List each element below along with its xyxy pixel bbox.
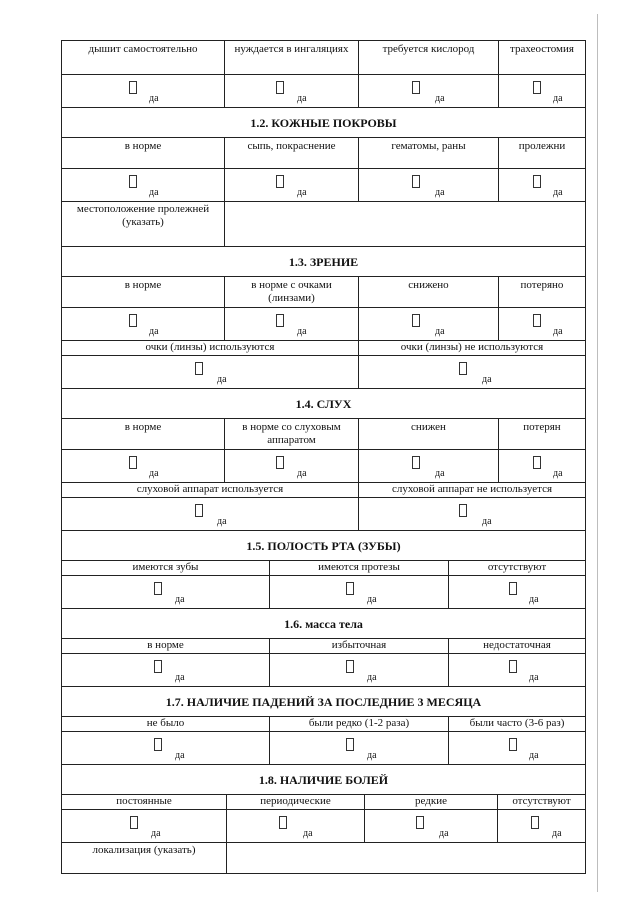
falls-header-none: не было — [62, 717, 270, 731]
vision-glasses-checkbox[interactable] — [276, 314, 284, 327]
skin-header-normal: в норме — [62, 138, 225, 168]
bedsore-location-label: местоположение пролежней (указать) — [62, 202, 225, 246]
pain-constant-checkbox[interactable] — [130, 816, 138, 829]
breathing-self-checkbox[interactable] — [129, 81, 137, 94]
skin-rash-checkbox[interactable] — [276, 175, 284, 188]
falls-rare-cell — [270, 732, 449, 764]
vision-reduced-cell — [359, 308, 499, 340]
mouth-teeth-checkbox[interactable] — [154, 582, 162, 595]
vision-reduced-checkbox[interactable] — [412, 314, 420, 327]
hearing-header-normal: в норме — [62, 419, 225, 449]
vision-normal-checkbox[interactable] — [129, 314, 137, 327]
checkbox-yes-label: да — [303, 828, 313, 839]
vision-glasses-used-checkbox[interactable] — [195, 362, 203, 375]
hearing-aid-cell — [225, 450, 359, 482]
checkbox-yes-label: да — [435, 468, 445, 479]
mouth-dentures-checkbox[interactable] — [346, 582, 354, 595]
hearing-reduced-checkbox[interactable] — [412, 456, 420, 469]
checkbox-yes-label: да — [149, 93, 159, 104]
checkbox-yes-label: да — [435, 326, 445, 337]
hearing-aid-used-header: слуховой аппарат используется — [62, 483, 359, 497]
checkbox-yes-label: да — [529, 750, 539, 761]
checkbox-yes-label: да — [149, 187, 159, 198]
vision-glasses-cell — [225, 308, 359, 340]
weight-excess-cell — [270, 654, 449, 686]
pain-periodic-checkbox[interactable] — [279, 816, 287, 829]
skin-header-rash: сыпь, покраснение — [225, 138, 359, 168]
checkbox-yes-label: да — [217, 516, 227, 527]
checkbox-yes-label: да — [435, 187, 445, 198]
vision-glasses-used-header: очки (линзы) используются — [62, 341, 359, 355]
vision-section-title: 1.3. ЗРЕНИЕ — [61, 247, 586, 277]
skin-section-title: 1.2. КОЖНЫЕ ПОКРОВЫ — [61, 108, 586, 138]
falls-rare-checkbox[interactable] — [346, 738, 354, 751]
vision-header-lost: потеряно — [520, 279, 564, 291]
pain-header-rare: редкие — [365, 795, 498, 809]
breathing-oxygen-checkbox[interactable] — [412, 81, 420, 94]
checkbox-yes-label: да — [553, 326, 563, 337]
breathing-header-self: дышит самостоятельно — [62, 41, 225, 74]
weight-header-normal: в норме — [62, 639, 270, 653]
checkbox-yes-label: да — [367, 672, 377, 683]
weight-section-title: 1.6. масса тела — [61, 609, 586, 639]
pain-location-label: локализация (указать) — [62, 843, 227, 873]
breathing-tracheostomy-cell — [499, 75, 585, 107]
checkbox-yes-label: да — [435, 93, 445, 104]
skin-header-wounds: гематомы, раны — [359, 138, 499, 168]
bedsore-location-field[interactable] — [225, 202, 585, 246]
checkbox-yes-label: да — [297, 187, 307, 198]
vision-header-glasses: в норме с очками (линзами) — [225, 277, 359, 307]
checkbox-yes-label: да — [149, 468, 159, 479]
skin-wounds-checkbox[interactable] — [412, 175, 420, 188]
checkbox-yes-label: да — [482, 516, 492, 527]
weight-header-excess: избыточная — [270, 639, 449, 653]
skin-normal-cell — [62, 169, 225, 201]
weight-section — [61, 639, 586, 687]
hearing-normal-checkbox[interactable] — [129, 456, 137, 469]
pain-header-periodic: периодические — [227, 795, 365, 809]
weight-insufficient-checkbox[interactable] — [509, 660, 517, 673]
checkbox-yes-label: да — [553, 468, 563, 479]
mouth-header-absent: отсутствуют — [487, 561, 547, 573]
falls-frequent-cell — [449, 732, 585, 764]
falls-header-frequent: были часто (3-6 раз) — [469, 717, 565, 729]
pain-section-title: 1.8. НАЛИЧИЕ БОЛЕЙ — [61, 765, 586, 795]
weight-excess-checkbox[interactable] — [346, 660, 354, 673]
falls-section-title: 1.7. НАЛИЧИЕ ПАДЕНИЙ ЗА ПОСЛЕДНИЕ 3 МЕСЯЦА — [61, 687, 586, 717]
breathing-header-inhalation: нуждается в ингаляциях — [225, 41, 359, 74]
breathing-self-cell — [62, 75, 225, 107]
breathing-tracheostomy-checkbox[interactable] — [533, 81, 541, 94]
hearing-section — [61, 419, 586, 531]
checkbox-yes-label: да — [297, 468, 307, 479]
skin-wounds-cell — [359, 169, 499, 201]
checkbox-yes-label: да — [552, 828, 562, 839]
mouth-section — [61, 561, 586, 609]
mouth-teeth-cell — [62, 576, 270, 608]
vision-header-reduced: снижено — [359, 277, 499, 307]
pain-header-absent: отсутствуют — [512, 795, 571, 807]
pain-header-constant: постоянные — [62, 795, 227, 809]
breathing-header-oxygen: требуется кислород — [359, 41, 499, 74]
vision-header-normal: в норме — [62, 277, 225, 307]
hearing-aid-not-used-cell — [359, 498, 585, 530]
pain-location-field[interactable] — [227, 843, 585, 873]
hearing-normal-cell — [62, 450, 225, 482]
breathing-inhalation-checkbox[interactable] — [276, 81, 284, 94]
falls-header-rare: были редко (1-2 раза) — [270, 717, 449, 731]
skin-section — [61, 138, 586, 247]
checkbox-yes-label: да — [175, 750, 185, 761]
skin-normal-checkbox[interactable] — [129, 175, 137, 188]
breathing-header-tracheostomy: трахеостомия — [510, 43, 574, 55]
pain-absent-cell — [498, 810, 585, 842]
mouth-dentures-cell — [270, 576, 449, 608]
weight-normal-cell — [62, 654, 270, 686]
hearing-section-title: 1.4. СЛУХ — [61, 389, 586, 419]
breathing-inhalation-cell — [225, 75, 359, 107]
skin-bedsores-checkbox[interactable] — [533, 175, 541, 188]
hearing-header-lost: потерян — [523, 421, 561, 433]
checkbox-yes-label: да — [482, 374, 492, 385]
hearing-aid-used-checkbox[interactable] — [195, 504, 203, 517]
mouth-absent-cell — [449, 576, 585, 608]
vision-glasses-not-used-checkbox[interactable] — [459, 362, 467, 375]
skin-rash-cell — [225, 169, 359, 201]
hearing-lost-cell — [499, 450, 585, 482]
checkbox-yes-label: да — [529, 672, 539, 683]
hearing-header-aid: в норме со слуховым аппаратом — [225, 419, 359, 449]
weight-normal-checkbox[interactable] — [154, 660, 162, 673]
vision-glasses-not-used-cell — [359, 356, 585, 388]
breathing-section — [61, 40, 586, 108]
checkbox-yes-label: да — [175, 672, 185, 683]
checkbox-yes-label: да — [529, 594, 539, 605]
checkbox-yes-label: да — [439, 828, 449, 839]
hearing-aid-not-used-checkbox[interactable] — [459, 504, 467, 517]
mouth-absent-checkbox[interactable] — [509, 582, 517, 595]
weight-insufficient-cell — [449, 654, 585, 686]
checkbox-yes-label: да — [367, 594, 377, 605]
skin-bedsores-cell — [499, 169, 585, 201]
pain-rare-checkbox[interactable] — [416, 816, 424, 829]
checkbox-yes-label: да — [553, 187, 563, 198]
vision-lost-checkbox[interactable] — [533, 314, 541, 327]
vision-lost-cell — [499, 308, 585, 340]
checkbox-yes-label: да — [367, 750, 377, 761]
hearing-lost-checkbox[interactable] — [533, 456, 541, 469]
breathing-oxygen-cell — [359, 75, 499, 107]
vision-glasses-used-cell — [62, 356, 359, 388]
pain-constant-cell — [62, 810, 227, 842]
falls-none-cell — [62, 732, 270, 764]
falls-frequent-checkbox[interactable] — [509, 738, 517, 751]
hearing-aid-not-used-header: слуховой аппарат не используется — [391, 483, 553, 495]
checkbox-yes-label: да — [151, 828, 161, 839]
checkbox-yes-label: да — [553, 93, 563, 104]
checkbox-yes-label: да — [175, 594, 185, 605]
skin-header-bedsores: пролежни — [518, 140, 566, 152]
hearing-header-reduced: снижен — [359, 419, 499, 449]
vision-glasses-not-used-header: очки (линзы) не используются — [400, 341, 544, 353]
falls-none-checkbox[interactable] — [154, 738, 162, 751]
mouth-header-teeth: имеются зубы — [62, 561, 270, 575]
pain-rare-cell — [365, 810, 498, 842]
mouth-header-dentures: имеются протезы — [270, 561, 449, 575]
pain-absent-checkbox[interactable] — [531, 816, 539, 829]
hearing-aid-used-cell — [62, 498, 359, 530]
checkbox-yes-label: да — [297, 93, 307, 104]
checkbox-yes-label: да — [297, 326, 307, 337]
page-edge-line — [597, 14, 598, 892]
falls-section — [61, 717, 586, 765]
mouth-section-title: 1.5. ПОЛОСТЬ РТА (ЗУБЫ) — [61, 531, 586, 561]
hearing-aid-checkbox[interactable] — [276, 456, 284, 469]
checkbox-yes-label: да — [217, 374, 227, 385]
assessment-form — [61, 40, 586, 874]
pain-section — [61, 795, 586, 874]
checkbox-yes-label: да — [149, 326, 159, 337]
pain-periodic-cell — [227, 810, 365, 842]
vision-section — [61, 277, 586, 389]
vision-normal-cell — [62, 308, 225, 340]
hearing-reduced-cell — [359, 450, 499, 482]
weight-header-insufficient: недостаточная — [483, 639, 551, 651]
